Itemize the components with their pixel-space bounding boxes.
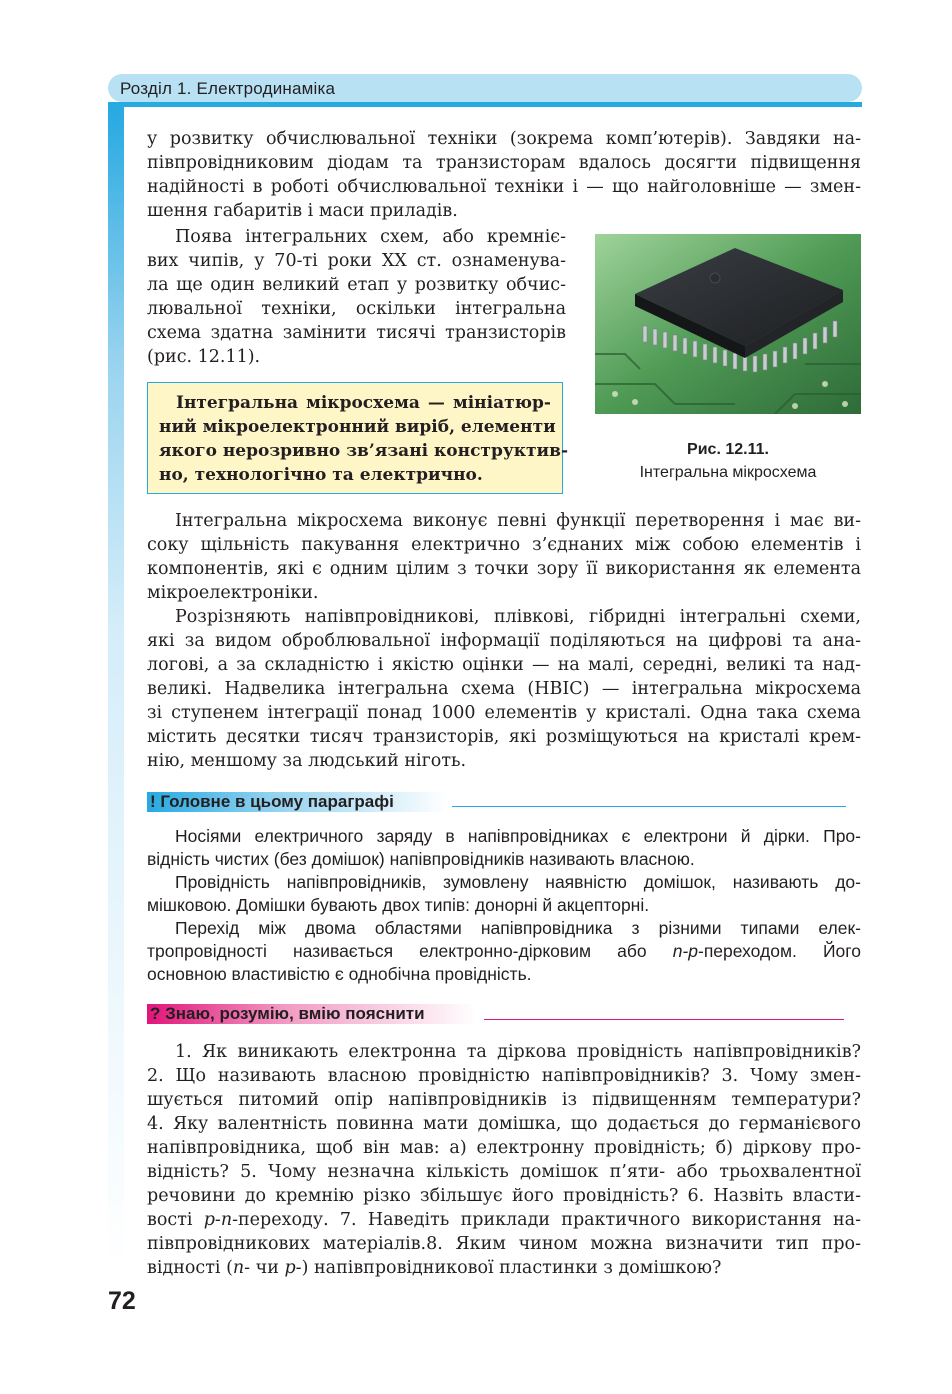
intro-paragraph xyxy=(147,127,861,223)
text-line: містить десятки тисяч транзисторів, які розміщуються на кристалі крем- xyxy=(147,727,861,747)
text-line: Провідність напівпровідників, зумовлену наявністю домішок, називають до- xyxy=(175,872,861,892)
header-underline xyxy=(108,102,862,107)
microchip-photo xyxy=(595,234,861,414)
summary-paragraph-1 xyxy=(147,825,861,871)
text-line: Перехід між двома областями напівпровідника з різними типами елек- xyxy=(175,918,861,938)
text-line: відність? 5. Чому незначна кількість домішок п’яти- або трьохвалентної xyxy=(147,1162,861,1182)
text-line: Розрізняють напівпровідникові, плівкові, гібридні інтегральні схеми, xyxy=(175,607,861,627)
figure-number: Рис. 12.11. xyxy=(687,441,769,458)
text-run: -переходу. 7. Наведіть приклади практичного використання на- xyxy=(232,1210,861,1230)
function-paragraph xyxy=(147,509,861,605)
text-run: тропровідності називається електронно-дірковим або xyxy=(147,941,673,961)
text-line: напівпровідника, щоб він мав: а) електронну провідність; б) діркову про- xyxy=(147,1138,861,1158)
text-line: (рис. 12.11). xyxy=(147,347,261,367)
summary-heading-rule xyxy=(452,806,846,807)
text-line: нію, меншому за людський ніготь. xyxy=(147,751,467,771)
text-run: -переходом. Його xyxy=(698,941,861,961)
types-paragraph xyxy=(147,605,861,773)
text-line: відність чистих (без домішок) напівпровідників називають власною. xyxy=(147,849,695,869)
text-line: великі. Надвелика інтегральна схема (НВІС) — інтегральна мікросхема xyxy=(147,679,861,699)
italic-term: p-n xyxy=(203,1210,233,1230)
figure-caption: Інтегральна мікросхема xyxy=(639,464,817,481)
text-line: речовини до кремнію різко збільшує його провідність? 6. Назвіть власти- xyxy=(147,1186,861,1206)
text-line xyxy=(147,940,861,963)
text-line: 2. Що називають власною провідністю напівпровідників? 3. Чому змен- xyxy=(147,1066,861,1086)
definition-text xyxy=(159,391,569,487)
text-line: вих чипів, у 70-ті роки XX ст. ознаменува- xyxy=(147,251,566,271)
text-run: вості xyxy=(147,1210,204,1230)
italic-term: p- xyxy=(284,1258,302,1278)
text-line: Носіями електричного заряду в напівпровідниках є електрони й дірки. Про- xyxy=(175,826,861,846)
text-line: ний мікроелектронний виріб, елементи xyxy=(159,417,556,437)
text-line: но, технологічно та електрично. xyxy=(159,465,483,485)
page-number: 72 xyxy=(108,1287,136,1315)
text-line: лювальної техніки, оскільки інтегральна xyxy=(147,299,566,319)
questions-heading-rule xyxy=(484,1019,844,1020)
chips-paragraph xyxy=(147,225,566,369)
text-line: Інтегральна мікросхема — мініатюр- xyxy=(176,393,551,413)
questions-paragraph xyxy=(147,1040,861,1280)
text-run: відності ( xyxy=(147,1258,233,1278)
text-line: 1. Як виникають електронна та діркова провідність напівпровідників? xyxy=(175,1042,861,1062)
summary-paragraph-2 xyxy=(147,871,861,917)
text-line: логові, а за складністю і якістю оцінки — на малі, середні, великі та над- xyxy=(147,655,861,675)
text-line: півпровідниковим діодам та транзисторам вдалось досягти підвищення xyxy=(147,153,861,173)
text-line: у розвитку обчислювальної техніки (зокрема комп’ютерів). Завдяки на- xyxy=(147,129,861,149)
text-line: шення габаритів і маси приладів. xyxy=(147,201,458,221)
side-accent-bar xyxy=(108,107,124,1274)
text-line: якого нерозривно зв’язані конструктив- xyxy=(159,441,569,461)
text-line: основною властивістю є однобічна провідність. xyxy=(147,964,532,984)
questions-heading: ? Знаю, розумію, вмію пояснити xyxy=(147,1004,480,1024)
text-line: які за видом оброблювальної інформації поділяються на цифрові та ана- xyxy=(147,631,861,651)
summary-paragraph-3 xyxy=(147,917,861,986)
text-line: компонентів, які є одним цілим з точки зору її використання як елемента xyxy=(147,559,861,579)
text-line xyxy=(147,1256,861,1280)
text-line: ла ще один великий етап у розвитку обчис- xyxy=(147,275,566,295)
text-line xyxy=(147,1208,861,1232)
text-line: 4. Яку валентність повинна мати домішка, що додається до германієвого xyxy=(147,1114,861,1134)
text-line: півпровідникових матеріалів.8. Яким чином можна визначити тип про- xyxy=(147,1234,861,1254)
text-line: шується питомий опір напівпровідників із підвищенням температури? xyxy=(147,1090,861,1110)
text-line: надійності в роботі обчислювальної техніки і — що найголовніше — змен- xyxy=(147,177,861,197)
italic-term: n-p xyxy=(672,941,698,961)
text-line: Інтегральна мікросхема виконує певні функції перетворення і має ви- xyxy=(175,511,861,531)
text-line: мікроелектроніки. xyxy=(147,583,319,603)
italic-term: n- xyxy=(232,1258,251,1278)
text-line: соку щільність пакування електрично з’єднаних між собою елементів і xyxy=(147,535,861,555)
text-line: зі ступенем інтеграції понад 1000 елементів у кристалі. Одна така схема xyxy=(147,703,861,723)
summary-heading: ! Головне в цьому параграфі xyxy=(147,792,450,812)
text-line: мішковою. Домішки бувають двох типів: донорні й акцепторні. xyxy=(147,895,650,915)
text-line: схема здатна замінити тисячі транзисторів xyxy=(147,323,566,343)
chapter-title: Розділ 1. Електродинаміка xyxy=(120,79,336,98)
text-run: чи xyxy=(250,1258,285,1278)
text-run: ) напівпровідникової пластинки з домішкою? xyxy=(301,1258,722,1278)
text-line: Поява інтегральних схем, або кремніє- xyxy=(175,227,566,247)
